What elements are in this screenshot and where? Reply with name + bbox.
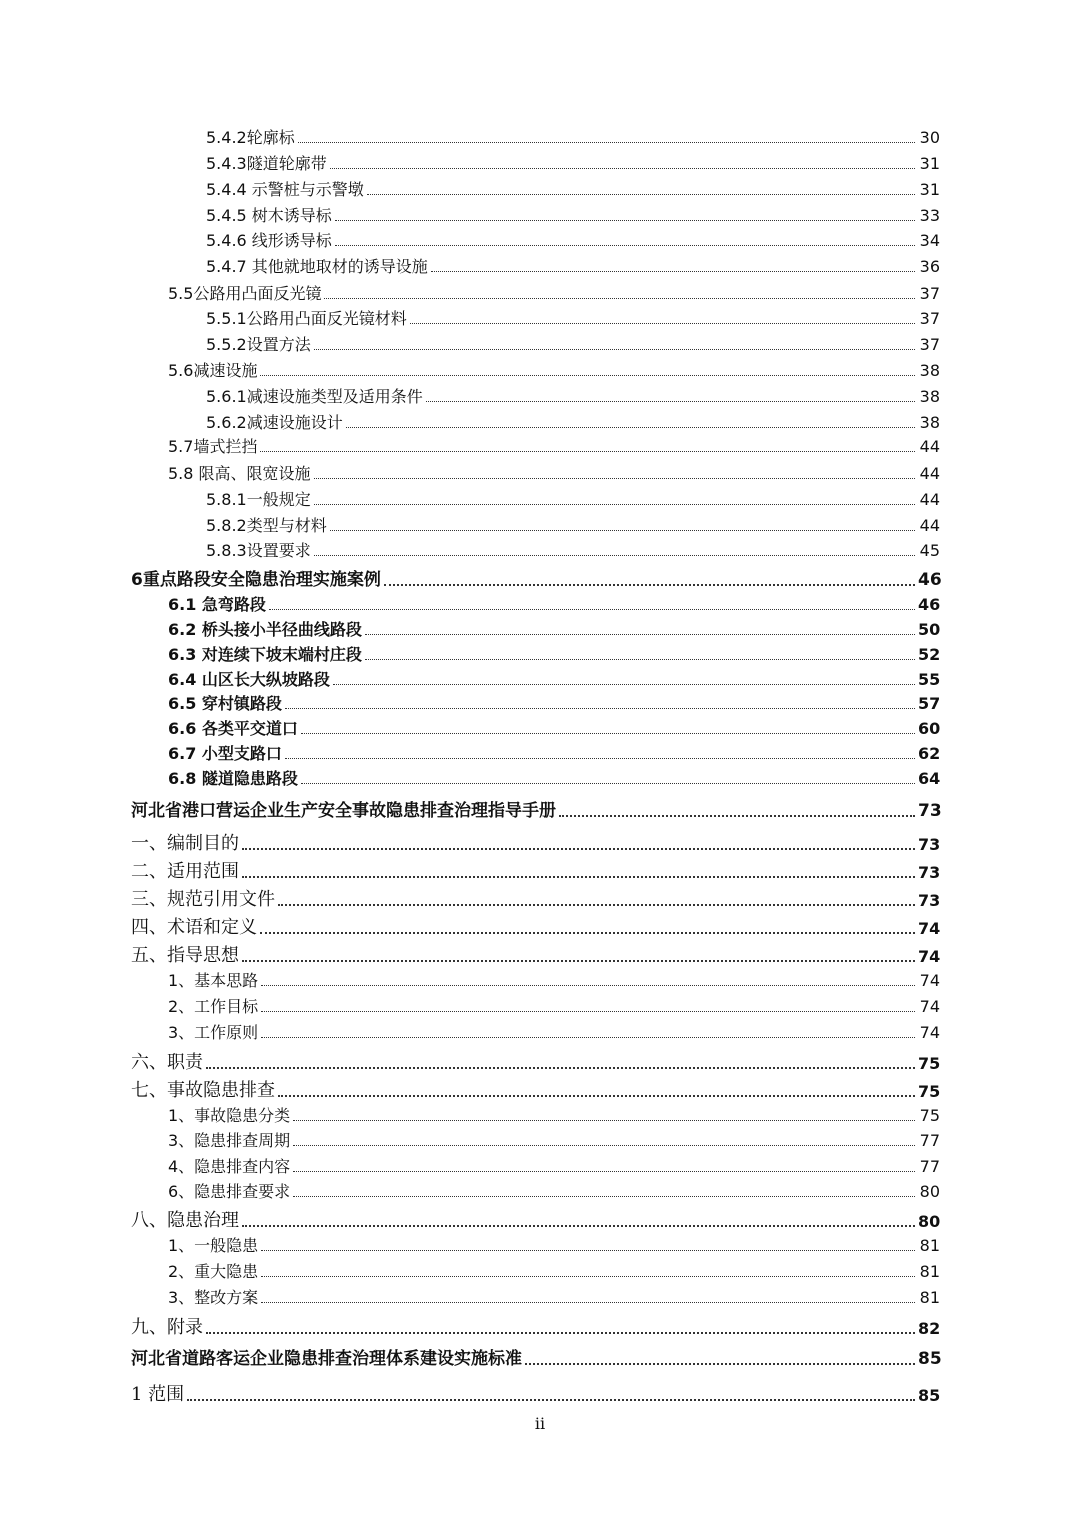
toc-entry[interactable]	[168, 1025, 940, 1041]
toc-entry-page: 77	[919, 1157, 940, 1176]
toc-entry[interactable]	[131, 1386, 940, 1404]
toc-entry-title: 5.5.2设置方法	[206, 335, 311, 354]
toc-entry-title: 5.4.4 示警桩与示警墩	[206, 180, 364, 199]
toc-entry[interactable]	[131, 863, 940, 881]
toc-entry-page: 80	[918, 1212, 941, 1231]
toc-dot-leader	[242, 1225, 915, 1227]
toc-entry-title: 6、隐患排查要求	[168, 1182, 291, 1201]
toc-dot-leader	[314, 504, 915, 505]
toc-dot-leader	[206, 1332, 915, 1334]
toc-entry-page: 44	[919, 516, 940, 535]
toc-entry[interactable]	[206, 311, 940, 327]
toc-entry-title: 5.8.1一般规定	[206, 490, 311, 509]
toc-dot-leader	[367, 194, 915, 195]
toc-entry-title: 6.4 山区长大纵坡路段	[168, 670, 330, 689]
toc-dot-leader	[525, 1363, 915, 1365]
toc-entry-title: 1、事故隐患分类	[168, 1106, 291, 1125]
toc-entry[interactable]	[168, 1238, 940, 1254]
toc-entry-title: 5.4.3隧道轮廓带	[206, 154, 327, 173]
toc-entry[interactable]	[206, 233, 940, 249]
toc-dot-leader	[261, 1302, 915, 1303]
toc-entry-page: 44	[919, 464, 940, 483]
toc-entry[interactable]	[131, 572, 940, 589]
toc-entry-page: 85	[918, 1386, 941, 1405]
toc-entry-page: 33	[919, 206, 940, 225]
toc-entry-page: 74	[919, 1023, 940, 1042]
toc-dot-leader	[285, 758, 915, 759]
toc-dot-leader	[242, 848, 915, 850]
toc-entry[interactable]	[168, 721, 940, 737]
toc-dot-leader	[293, 1196, 915, 1197]
toc-entry[interactable]	[206, 518, 940, 534]
toc-entry-title: 五、指导思想	[131, 945, 239, 966]
toc-entry[interactable]	[168, 771, 940, 787]
toc-dot-leader	[431, 271, 915, 272]
toc-entry[interactable]	[206, 130, 940, 146]
toc-dot-leader	[261, 1037, 915, 1038]
toc-entry-page: 30	[919, 128, 940, 147]
toc-entry[interactable]	[168, 746, 940, 762]
toc-dot-leader	[346, 427, 915, 428]
toc-entry-title: 6.3 对连续下坡末端村庄段	[168, 645, 362, 664]
toc-entry[interactable]	[168, 466, 940, 482]
toc-entry-page: 77	[919, 1131, 940, 1150]
toc-dot-leader	[261, 1011, 915, 1012]
toc-entry-title: 6.7 小型支路口	[168, 744, 282, 763]
toc-entry-title: 1、基本思路	[168, 971, 259, 990]
toc-entry[interactable]	[131, 835, 940, 853]
toc-entry[interactable]	[168, 1290, 940, 1306]
toc-entry[interactable]	[168, 1264, 940, 1280]
toc-entry-title: 6.1 急弯路段	[168, 595, 266, 614]
toc-entry-title: 河北省道路客运企业隐患排查治理体系建设实施标准	[131, 1349, 522, 1369]
toc-entry-title: 5.5公路用凸面反光镜	[168, 284, 322, 303]
toc-dot-leader	[269, 609, 915, 610]
toc-entry-page: 75	[918, 1082, 941, 1101]
toc-entry-page: 52	[918, 645, 941, 664]
toc-dot-leader	[260, 932, 915, 934]
toc-entry-page: 73	[918, 863, 941, 882]
toc-entry[interactable]	[131, 891, 940, 909]
toc-entry[interactable]	[131, 1082, 940, 1100]
toc-dot-leader	[242, 876, 915, 878]
toc-entry-page: 74	[919, 997, 940, 1016]
toc-dot-leader	[278, 904, 915, 906]
toc-entry-title: 5.5.1公路用凸面反光镜材料	[206, 309, 407, 328]
toc-dot-leader	[261, 1250, 915, 1251]
toc-entry-page: 73	[918, 801, 942, 821]
toc-entry[interactable]	[131, 1351, 940, 1368]
toc-entry[interactable]	[168, 973, 940, 989]
toc-entry-title: 九、附录	[131, 1317, 203, 1338]
toc-entry-page: 46	[918, 570, 942, 590]
toc-entry-title: 3、整改方案	[168, 1288, 259, 1307]
toc-entry-page: 81	[919, 1288, 940, 1307]
toc-dot-leader	[410, 323, 915, 324]
toc-dot-leader	[260, 375, 915, 376]
toc-entry-page: 37	[919, 335, 940, 354]
toc-entry[interactable]	[206, 182, 940, 198]
toc-dot-leader	[293, 1120, 915, 1121]
toc-entry[interactable]	[168, 597, 940, 613]
toc-entry[interactable]	[131, 947, 940, 965]
toc-entry-title: 七、事故隐患排查	[131, 1080, 275, 1101]
toc-dot-leader	[314, 555, 915, 556]
toc-entry-title: 3、隐患排查周期	[168, 1131, 291, 1150]
toc-entry-page: 38	[919, 387, 940, 406]
toc-entry-page: 80	[919, 1182, 940, 1201]
toc-entry-page: 81	[919, 1262, 940, 1281]
toc-entry[interactable]	[206, 492, 940, 508]
toc-entry-page: 37	[919, 284, 940, 303]
toc-dot-leader	[314, 478, 915, 479]
toc-dot-leader	[324, 298, 915, 299]
toc-dot-leader	[335, 245, 915, 246]
toc-dot-leader	[335, 220, 915, 221]
toc-entry[interactable]	[206, 415, 940, 431]
toc-entry-title: 3、工作原则	[168, 1023, 259, 1042]
toc-dot-leader	[330, 530, 915, 531]
toc-entry-title: 6.8 隧道隐患路段	[168, 769, 298, 788]
toc-dot-leader	[301, 733, 915, 734]
toc-entry[interactable]	[206, 259, 940, 275]
toc-entry-page: 44	[919, 490, 940, 509]
toc-entry-page: 74	[918, 919, 941, 938]
toc-entry[interactable]	[206, 543, 940, 559]
toc-dot-leader	[365, 659, 915, 660]
toc-entry-title: 5.7墙式拦挡	[168, 437, 258, 456]
toc-dot-leader	[298, 142, 915, 143]
toc-entry-page: 60	[918, 719, 941, 738]
toc-entry-page: 73	[918, 835, 941, 854]
toc-entry-page: 62	[918, 744, 941, 763]
toc-entry-page: 75	[919, 1106, 940, 1125]
toc-entry-title: 一、编制目的	[131, 833, 239, 854]
toc-entry-title: 5.8.3设置要求	[206, 541, 311, 560]
toc-entry-title: 二、适用范围	[131, 861, 239, 882]
toc-entry[interactable]	[168, 286, 940, 302]
toc-dot-leader	[261, 1276, 915, 1277]
toc-entry-title: 6重点路段安全隐患治理实施案例	[131, 570, 381, 590]
toc-entry-title: 4、隐患排查内容	[168, 1157, 291, 1176]
toc-entry-title: 5.6.2减速设施设计	[206, 413, 343, 432]
toc-entry-title: 5.4.2轮廓标	[206, 128, 295, 147]
toc-entry-page: 37	[919, 309, 940, 328]
toc-dot-leader	[365, 634, 915, 635]
toc-entry-title: 5.4.5 树木诱导标	[206, 206, 332, 225]
toc-entry[interactable]	[168, 439, 940, 455]
toc-entry-title: 四、术语和定义	[131, 917, 257, 938]
toc-entry[interactable]	[131, 1054, 940, 1072]
toc-dot-leader	[293, 1171, 915, 1172]
toc-entry[interactable]	[168, 696, 940, 712]
toc-entry[interactable]	[131, 803, 940, 820]
toc-entry-title: 6.2 桥头接小半径曲线路段	[168, 620, 362, 639]
toc-entry[interactable]	[168, 1108, 940, 1124]
toc-entry-page: 45	[919, 541, 940, 560]
toc-dot-leader	[285, 708, 915, 709]
toc-entry-page: 46	[918, 595, 941, 614]
toc-entry-title: 5.8 限高、限宽设施	[168, 464, 311, 483]
toc-entry[interactable]	[168, 647, 940, 663]
toc-entry-page: 73	[918, 891, 941, 910]
toc-entry-page: 57	[918, 694, 941, 713]
toc-entry[interactable]	[168, 363, 940, 379]
toc-entry-title: 2、重大隐患	[168, 1262, 259, 1281]
toc-entry-page: 74	[918, 947, 941, 966]
toc-dot-leader	[333, 684, 915, 685]
toc-entry-title: 5.4.7 其他就地取材的诱导设施	[206, 257, 428, 276]
toc-entry-page: 31	[919, 154, 940, 173]
toc-entry[interactable]	[131, 1212, 940, 1230]
toc-entry-title: 5.8.2类型与材料	[206, 516, 327, 535]
toc-entry-page: 38	[919, 361, 940, 380]
toc-entry-page: 64	[918, 769, 941, 788]
toc-entry-page: 85	[918, 1349, 942, 1369]
toc-entry[interactable]	[131, 919, 940, 937]
toc-dot-leader	[278, 1095, 915, 1097]
toc-entry-page: 36	[919, 257, 940, 276]
toc-entry-title: 6.6 各类平交道口	[168, 719, 298, 738]
toc-dot-leader	[206, 1067, 915, 1069]
toc-entry-title: 1、一般隐患	[168, 1236, 259, 1255]
toc-entry-title: 6.5 穿村镇路段	[168, 694, 282, 713]
toc-entry-title: 1 范围	[131, 1384, 185, 1405]
toc-entry-title: 河北省港口营运企业生产安全事故隐患排查治理指导手册	[131, 801, 556, 821]
toc-entry-page: 50	[918, 620, 941, 639]
toc-entry-page: 75	[918, 1054, 941, 1073]
toc-dot-leader	[187, 1399, 915, 1401]
page-number-footer: ii	[534, 1414, 546, 1433]
toc-entry-title: 六、职责	[131, 1052, 203, 1073]
toc-dot-leader	[260, 451, 915, 452]
toc-dot-leader	[559, 815, 915, 817]
toc-entry-page: 31	[919, 180, 940, 199]
toc-entry-title: 5.4.6 线形诱导标	[206, 231, 332, 250]
toc-dot-leader	[301, 783, 915, 784]
toc-entry[interactable]	[168, 1159, 940, 1175]
toc-entry[interactable]	[168, 1133, 940, 1149]
toc-entry[interactable]	[168, 672, 940, 688]
toc-entry-page: 74	[919, 971, 940, 990]
toc-dot-leader	[314, 349, 915, 350]
toc-entry[interactable]	[206, 156, 940, 172]
toc-entry-title: 5.6减速设施	[168, 361, 258, 380]
toc-entry-page: 55	[918, 670, 941, 689]
toc-entry-title: 八、隐患治理	[131, 1210, 239, 1231]
toc-entry-title: 三、规范引用文件	[131, 889, 275, 910]
toc-dot-leader	[384, 584, 915, 586]
toc-entry[interactable]	[168, 622, 940, 638]
toc-dot-leader	[293, 1145, 915, 1146]
toc-entry[interactable]	[206, 337, 940, 353]
toc-dot-leader	[261, 985, 915, 986]
toc-entry[interactable]	[131, 1319, 940, 1337]
toc-entry-title: 5.6.1减速设施类型及适用条件	[206, 387, 423, 406]
toc-entry[interactable]	[206, 208, 940, 224]
toc-dot-leader	[330, 168, 915, 169]
toc-entry[interactable]	[206, 389, 940, 405]
toc-entry-title: 2、工作目标	[168, 997, 259, 1016]
toc-entry[interactable]	[168, 1184, 940, 1200]
toc-entry[interactable]	[168, 999, 940, 1015]
toc-dot-leader	[242, 960, 915, 962]
toc-entry-page: 81	[919, 1236, 940, 1255]
toc-entry-page: 38	[919, 413, 940, 432]
toc-entry-page: 34	[919, 231, 940, 250]
toc-entry-page: 82	[918, 1319, 941, 1338]
toc-dot-leader	[426, 401, 915, 402]
toc-entry-page: 44	[919, 437, 940, 456]
